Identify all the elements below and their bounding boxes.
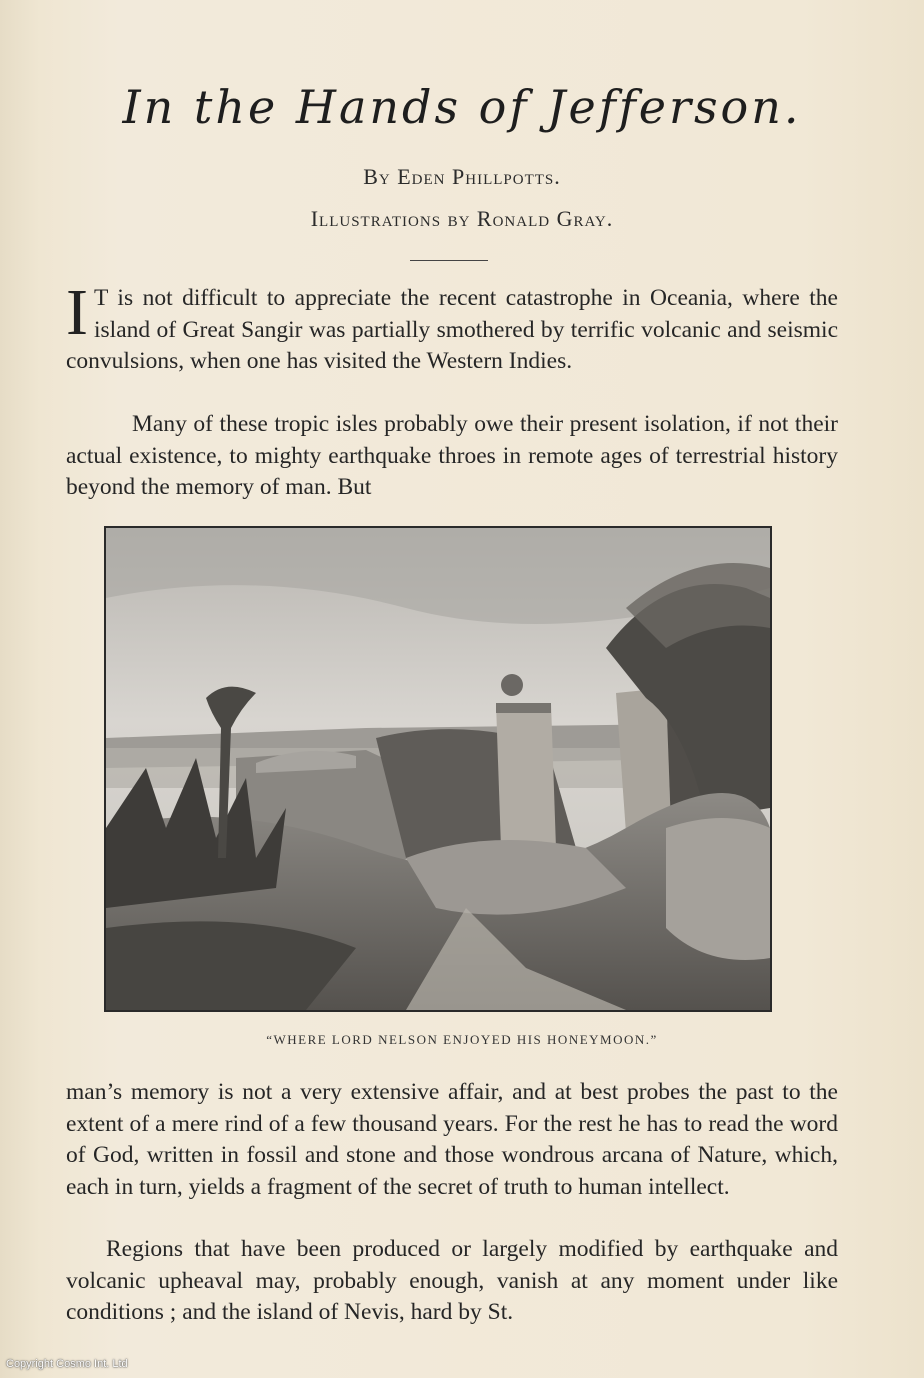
author-byline: By Eden Phillpotts. xyxy=(363,164,561,189)
paragraph-1-text: T is not difficult to appreciate the recent catastrophe in Oceania, where the island of Great Sangir was partially smothered by terrific volcanic and seismic convulsions, when one has visited the Western Indies. xyxy=(66,285,838,374)
paragraph-2: Many of these tropic isles probably owe their present isolation, if not their actual existence, to mighty earthquake throes in remote ages of terrestrial history beyond the memory of man. But xyxy=(66,411,838,500)
title-divider xyxy=(410,260,488,261)
illustration-image xyxy=(106,528,770,1010)
copyright-watermark: Copyright Cosmo Int. Ltd xyxy=(6,1358,128,1370)
paragraph-1 xyxy=(66,276,838,378)
drop-cap: I xyxy=(66,276,88,349)
illustrator-byline: Illustrations by Ronald Gray. xyxy=(310,206,614,231)
illustration xyxy=(104,526,772,1012)
figure-caption: “WHERE LORD NELSON ENJOYED HIS HONEYMOON.” xyxy=(266,1032,658,1047)
paragraph-3: man’s memory is not a very extensive affair, and at best probes the past to the extent of a mere rind of a few thousand years. For the rest he has to read the word of God, written in fossil and stone and those wondrous arcana of Nature, which, each in turn, yields a fragment of the secret of truth to human intellect. xyxy=(66,1079,838,1200)
article-title: In the Hands of Jefferson. xyxy=(122,80,802,134)
paragraph-4: Regions that have been produced or largely modified by earthquake and volcanic upheaval may, probably enough, vanish at any moment under like conditions ; and the island of Nevis, hard by St. xyxy=(66,1236,838,1325)
